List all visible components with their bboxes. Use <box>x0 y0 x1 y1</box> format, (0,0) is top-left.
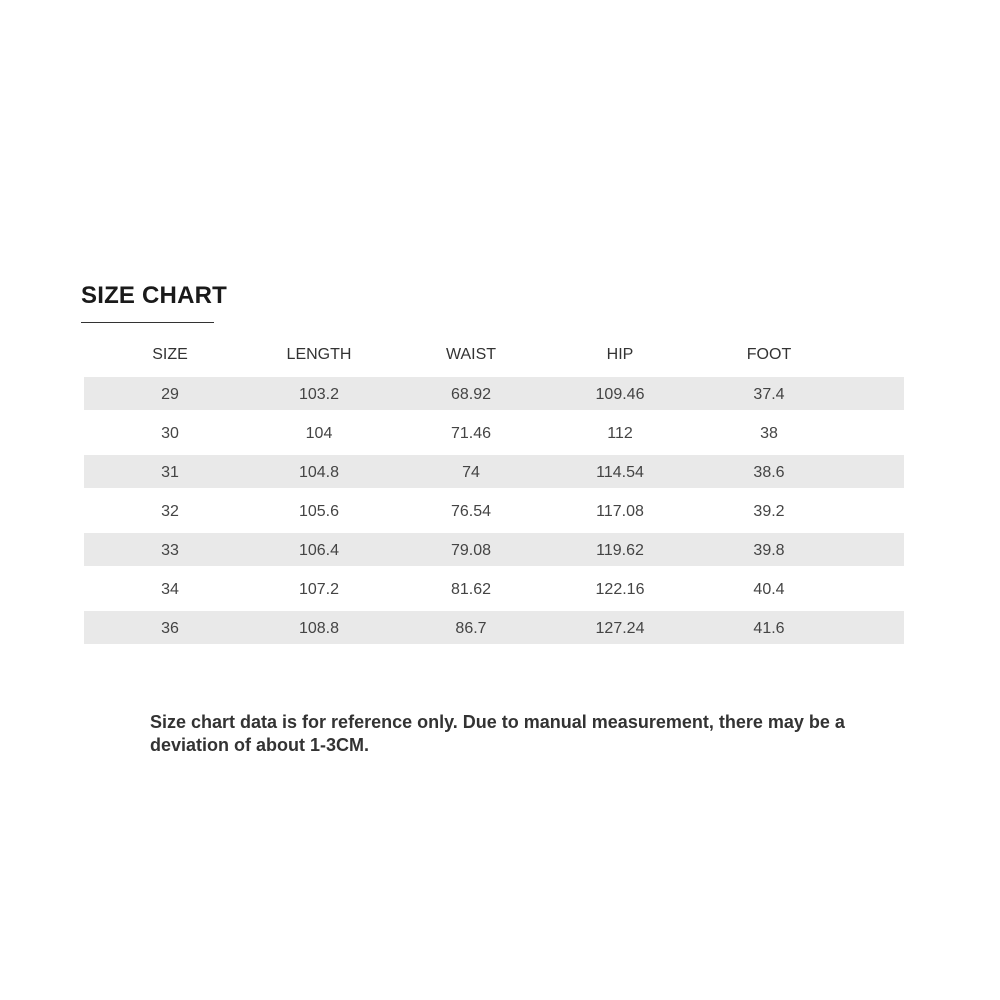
header-length: LENGTH <box>286 346 352 363</box>
cell-size: 29 <box>161 386 179 403</box>
cell-length: 103.2 <box>298 386 340 403</box>
header-foot: FOOT <box>746 346 792 363</box>
cell-waist: 68.92 <box>450 386 492 403</box>
cell-size: 30 <box>161 425 179 442</box>
cell-waist: 76.54 <box>450 503 492 520</box>
header-size: SIZE <box>152 346 188 363</box>
cell-foot: 39.8 <box>753 542 785 559</box>
cell-waist: 71.46 <box>450 425 492 442</box>
cell-foot: 38 <box>760 425 778 442</box>
table-row <box>84 453 904 492</box>
title-underline <box>81 322 214 323</box>
cell-length: 104.8 <box>298 464 340 481</box>
cell-length: 108.8 <box>298 620 340 637</box>
header-hip: HIP <box>606 346 634 363</box>
cell-size: 32 <box>161 503 179 520</box>
cell-hip: 119.62 <box>596 542 644 559</box>
cell-length: 104 <box>305 425 333 442</box>
cell-foot: 40.4 <box>753 581 785 598</box>
table-row <box>84 531 904 570</box>
size-table <box>84 337 904 648</box>
cell-foot: 37.4 <box>753 386 785 403</box>
cell-size: 33 <box>161 542 179 559</box>
cell-length: 106.4 <box>298 542 340 559</box>
cell-length: 105.6 <box>298 503 340 520</box>
cell-hip: 112 <box>607 425 633 442</box>
table-row <box>84 609 904 648</box>
cell-length: 107.2 <box>298 581 340 598</box>
cell-size: 31 <box>161 464 179 481</box>
table-row <box>84 570 904 609</box>
cell-hip: 117.08 <box>596 503 644 520</box>
cell-hip: 109.46 <box>595 386 645 403</box>
cell-foot: 41.6 <box>753 620 785 637</box>
cell-hip: 114.54 <box>596 464 644 481</box>
cell-hip: 127.24 <box>595 620 645 637</box>
reference-note: Size chart data is for reference only. Due to manual measurement, there may be a deviation of about 1-3CM. <box>150 712 845 755</box>
cell-waist: 81.62 <box>450 581 492 598</box>
cell-waist: 79.08 <box>450 542 492 559</box>
cell-size: 36 <box>161 620 179 637</box>
cell-waist: 86.7 <box>455 620 487 637</box>
page-title: SIZE CHART <box>81 282 227 309</box>
cell-size: 34 <box>161 581 179 598</box>
cell-waist: 74 <box>462 464 480 481</box>
cell-foot: 39.2 <box>753 503 785 520</box>
table-row <box>84 375 904 414</box>
cell-hip: 122.16 <box>595 581 645 598</box>
cell-foot: 38.6 <box>753 464 785 481</box>
table-row <box>84 492 904 531</box>
table-row <box>84 414 904 453</box>
table-header-row <box>84 337 904 375</box>
header-waist: WAIST <box>445 346 497 363</box>
